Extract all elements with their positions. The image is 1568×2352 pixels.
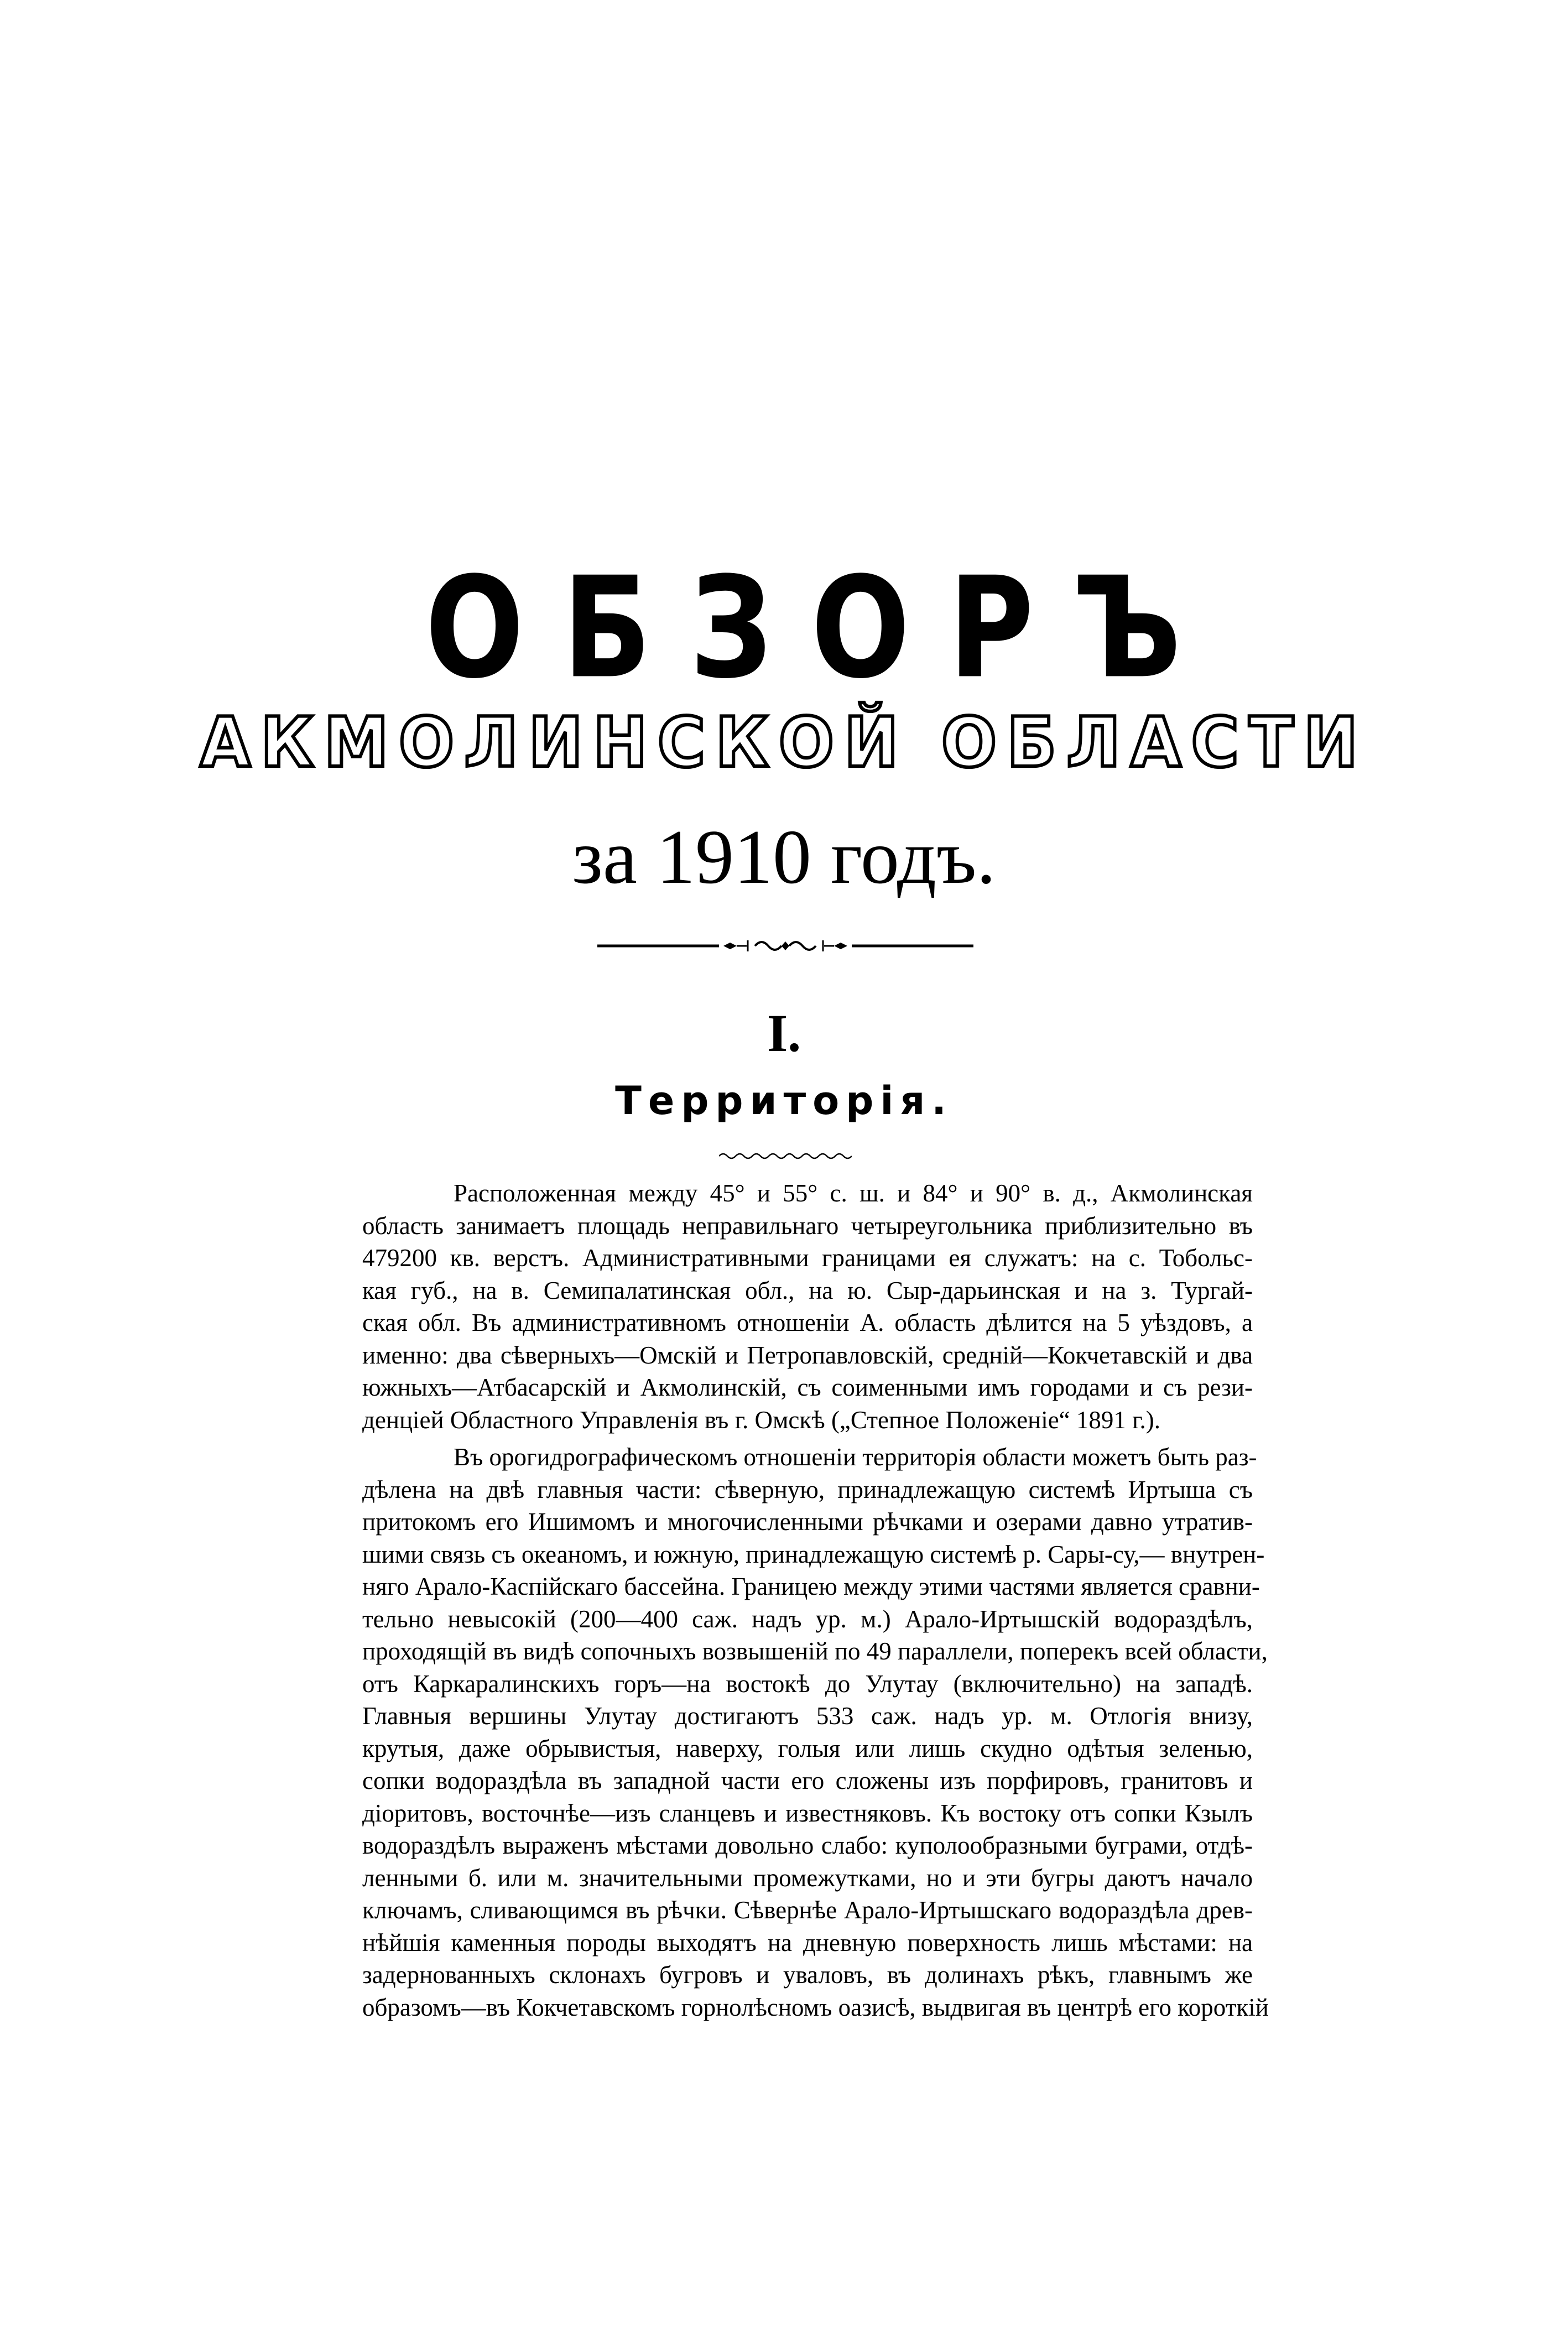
text-line: Главныя вершины Улутау достигаютъ 533 саж. надъ ур. м. Отлогія внизу, (362, 1702, 1253, 1730)
text-line: тельно невысокій (200—400 саж. надъ ур. м.) Арало-Иртышскій водораздѣлъ, (362, 1605, 1253, 1633)
text-line: дѣлена на двѣ главныя части: сѣверную, принадлежащую системѣ Иртыша съ (362, 1475, 1253, 1503)
text-line: южныхъ—Атбасарскій и Акмолинскій, съ соименными имъ городами и съ рези- (362, 1373, 1253, 1401)
ornament-divider (597, 935, 973, 957)
heading-underline-ornament (719, 1151, 852, 1162)
text-line: кая губ., на в. Семипалатинская обл., на ю. Сыр-дарьинская и на з. Тургай- (362, 1276, 1253, 1304)
text-line: діоритовъ, восточнѣе—изъ сланцевъ и известняковъ. Къ востоку отъ сопки Кзылъ (362, 1799, 1253, 1827)
text-line: именно: два сѣверныхъ—Омскій и Петропавловскій, средній—Кокчетавскій и два (362, 1341, 1253, 1369)
text-line: отъ Каркаралинскихъ горъ—на востокѣ до Улутау (включительно) на западѣ. (362, 1669, 1253, 1698)
section-number: I. (767, 1003, 801, 1063)
text-line: образомъ—въ Кокчетавскомъ горнолѣсномъ оазисѣ, выдвигая въ центрѣ его короткій (362, 1993, 1269, 2021)
text-line: сопки водораздѣла въ западной части его сложены изъ порфировъ, гранитовъ и (362, 1767, 1253, 1794)
text-line: ленными б. или м. значительными промежутками, но и эти бугры даютъ начало (362, 1864, 1253, 1892)
text-line: область занимаетъ площадь неправильнаго четыреугольника приблизительно въ (362, 1211, 1253, 1240)
paragraph-territory-location (362, 1177, 1253, 1436)
text-line: водораздѣлъ выраженъ мѣстами довольно слабо: куполообразными буграми, отдѣ- (362, 1831, 1253, 1859)
text-line: 479200 кв. верстъ. Административными границами ея служатъ: на с. Тобольс- (362, 1244, 1253, 1272)
text-line: нѣйшія каменныя породы выходятъ на дневную поверхность лишь мѣстами: на (362, 1928, 1253, 1956)
text-line: Въ орогидрографическомъ отношеніи территорія области можетъ быть раз- (454, 1443, 1257, 1471)
text-line: проходящій въ видѣ сопочныхъ возвышеній по 49 параллели, поперекъ всей области, (362, 1637, 1268, 1665)
text-line: ключамъ, сливающимся въ рѣчки. Сѣвернѣе Арало-Иртышскаго водораздѣла древ- (362, 1896, 1253, 1924)
text-line: задернованныхъ склонахъ бугровъ и уваловъ, въ долинахъ рѣкъ, главнымъ же (362, 1961, 1253, 1989)
text-line: денціей Областного Управленія въ г. Омскѣ („Степное Положеніе“ 1891 г.). (362, 1406, 1161, 1434)
paragraph-orohydrography (362, 1441, 1269, 2023)
region-title: АКМОЛИНСКОЙ ОБЛАСТИ (200, 702, 1368, 783)
text-line: няго Арало-Каспійскаго бассейна. Границею между этими частями является сравни- (362, 1573, 1260, 1600)
text-line: шими связь съ океаномъ, и южную, принадлежащую системѣ р. Сары-су,— внутрен- (362, 1540, 1265, 1568)
document-title: ОБЗОРЪ (425, 547, 1221, 710)
section-heading: Территорія. (615, 1078, 953, 1123)
text-line: Расположенная между 45° и 55° с. ш. и 84° и 90° в. д., Акмолинская (454, 1179, 1253, 1207)
text-line: крутыя, даже обрывистыя, наверху, голыя или лишь скудно одѣтыя зеленью, (362, 1734, 1253, 1762)
text-line: притокомъ его Ишимомъ и многочисленными рѣчками и озерами давно утратив- (362, 1508, 1253, 1536)
year-title: за 1910 годъ. (572, 814, 996, 900)
text-line: ская обл. Въ административномъ отношеніи А. область дѣлится на 5 уѣздовъ, а (362, 1309, 1253, 1336)
